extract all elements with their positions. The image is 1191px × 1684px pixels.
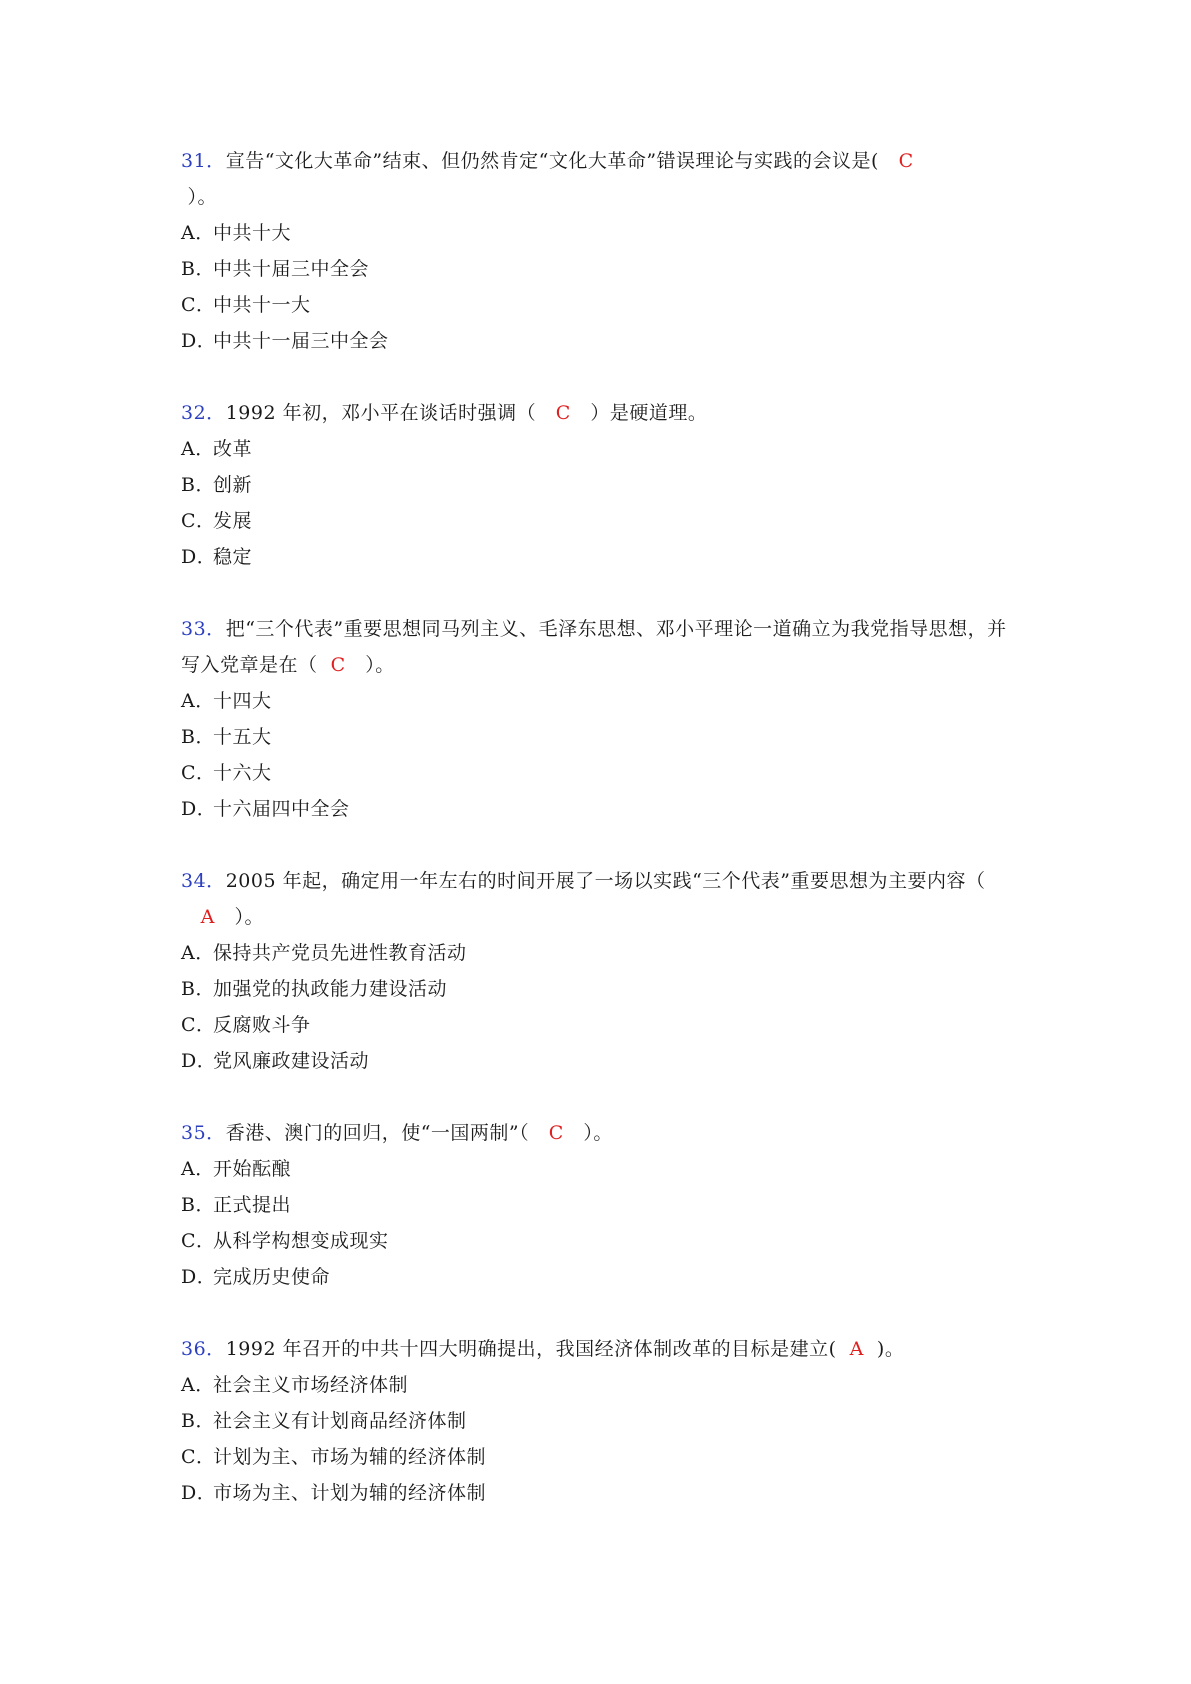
option-a — [181, 1367, 1011, 1403]
option-d — [181, 323, 1011, 359]
answer-pad — [318, 654, 331, 676]
option-letter: A． — [181, 1374, 215, 1396]
question-number: 34． — [181, 870, 226, 892]
option-text: 保持共产党员先进性教育活动 — [213, 942, 467, 964]
option-c — [181, 503, 1011, 539]
option-a — [181, 215, 1011, 251]
answer-letter: C — [548, 1122, 564, 1144]
option-text: 十五大 — [213, 726, 272, 748]
question-text-before: 1992 年初，邓小平在谈话时强调（ — [225, 402, 537, 424]
option-letter: C． — [181, 1014, 216, 1036]
option-text: 从科学构想变成现实 — [213, 1230, 389, 1252]
option-text: 加强党的执政能力建设活动 — [213, 978, 448, 1000]
option-a — [181, 935, 1011, 971]
option-letter: A． — [181, 438, 215, 460]
answer-pad — [571, 402, 591, 424]
option-text: 十六届四中全会 — [213, 798, 350, 820]
option-letter: A． — [181, 690, 215, 712]
answer-letter: C — [555, 402, 571, 424]
answer-pad — [529, 1122, 549, 1144]
option-letter: B． — [181, 1410, 215, 1432]
option-letter: C． — [181, 510, 216, 532]
answer-pad — [864, 1338, 877, 1360]
option-text: 稳定 — [213, 546, 253, 568]
option-text: 社会主义市场经济体制 — [213, 1374, 409, 1396]
answer-pad — [536, 402, 556, 424]
option-letter: D． — [181, 1482, 217, 1504]
option-text: 反腐败斗争 — [213, 1014, 311, 1036]
option-d — [181, 791, 1011, 827]
option-text: 市场为主、计划为辅的经济体制 — [213, 1482, 487, 1504]
option-text: 社会主义有计划商品经济体制 — [213, 1410, 467, 1432]
option-letter: C． — [181, 1446, 216, 1468]
option-c — [181, 1007, 1011, 1043]
option-letter: C． — [181, 294, 216, 316]
answer-pad — [837, 1338, 850, 1360]
question-text-before: 香港、澳门的回归，使“一国两制”（ — [225, 1122, 530, 1144]
question-34 — [181, 863, 1011, 1079]
option-text: 计划为主、市场为辅的经济体制 — [213, 1446, 487, 1468]
question-stem — [181, 143, 1011, 215]
option-d — [181, 539, 1011, 575]
option-b — [181, 719, 1011, 755]
option-text: 中共十一大 — [213, 294, 311, 316]
option-letter: B． — [181, 726, 215, 748]
question-stem — [181, 1331, 1011, 1367]
option-text: 十六大 — [213, 762, 272, 784]
option-c — [181, 755, 1011, 791]
question-stem — [181, 863, 1011, 935]
answer-letter: A — [849, 1338, 864, 1360]
option-letter: D． — [181, 1050, 217, 1072]
question-text-after: )。 — [876, 1338, 905, 1360]
option-letter: A． — [181, 942, 215, 964]
option-text: 完成历史使命 — [213, 1266, 331, 1288]
option-letter: D． — [181, 798, 217, 820]
option-letter: D． — [181, 1266, 217, 1288]
question-text-after: ）。 — [583, 1122, 613, 1144]
question-32 — [181, 395, 1011, 575]
question-stem — [181, 395, 1011, 431]
answer-pad — [564, 1122, 584, 1144]
question-number: 35． — [181, 1122, 226, 1144]
option-b — [181, 1403, 1011, 1439]
option-text: 发展 — [213, 510, 253, 532]
option-c — [181, 1223, 1011, 1259]
question-stem — [181, 1115, 1011, 1151]
answer-letter: C — [898, 150, 914, 172]
option-letter: D． — [181, 330, 217, 352]
question-31 — [181, 143, 1011, 359]
answer-pad — [346, 654, 366, 676]
question-36 — [181, 1331, 1011, 1511]
answer-letter: A — [200, 906, 215, 928]
option-b — [181, 467, 1011, 503]
question-text-before: 2005 年起，确定用一年左右的时间开展了一场以实践“三个代表”重要思想为主要内容（ — [225, 870, 986, 892]
option-letter: C． — [181, 1230, 216, 1252]
option-c — [181, 1439, 1011, 1475]
option-text: 中共十大 — [213, 222, 292, 244]
option-letter: B． — [181, 1194, 215, 1216]
question-text-after: ）。 — [234, 906, 264, 928]
option-letter: B． — [181, 978, 215, 1000]
option-d — [181, 1259, 1011, 1295]
option-text: 十四大 — [213, 690, 272, 712]
option-a — [181, 431, 1011, 467]
option-letter: C． — [181, 762, 216, 784]
question-text-after: ）是硬道理。 — [590, 402, 708, 424]
question-text-after: ）。 — [365, 654, 395, 676]
option-letter: B． — [181, 474, 215, 496]
question-number: 33． — [181, 618, 226, 640]
question-text-before: 把“三个代表”重要思想同马列主义、毛泽东思想、邓小平理论一道确立为我党指导思想，并写入党章是在（ — [181, 618, 1007, 676]
option-text: 改革 — [213, 438, 253, 460]
option-text: 中共十届三中全会 — [213, 258, 370, 280]
option-c — [181, 287, 1011, 323]
option-letter: A． — [181, 1158, 215, 1180]
option-b — [181, 1187, 1011, 1223]
option-letter: B． — [181, 258, 215, 280]
answer-pad — [879, 150, 899, 172]
question-number: 36． — [181, 1338, 226, 1360]
question-number: 31． — [181, 150, 226, 172]
question-35 — [181, 1115, 1011, 1295]
option-text: 党风廉政建设活动 — [213, 1050, 370, 1072]
option-letter: D． — [181, 546, 217, 568]
option-text: 创新 — [213, 474, 253, 496]
question-stem — [181, 611, 1011, 683]
option-d — [181, 1475, 1011, 1511]
option-text: 正式提出 — [213, 1194, 292, 1216]
option-d — [181, 1043, 1011, 1079]
option-b — [181, 251, 1011, 287]
question-number: 32． — [181, 402, 226, 424]
option-a — [181, 683, 1011, 719]
question-list — [181, 143, 1011, 1511]
answer-pad — [215, 906, 235, 928]
question-text-before: 1992 年召开的中共十四大明确提出，我国经济体制改革的目标是建立( — [225, 1338, 837, 1360]
question-text-before: 宣告“文化大革命”结束、但仍然肯定“文化大革命”错误理论与实践的会议是( — [225, 150, 879, 172]
option-letter: A． — [181, 222, 215, 244]
question-33 — [181, 611, 1011, 827]
option-a — [181, 1151, 1011, 1187]
question-text-after: ）。 — [187, 186, 218, 208]
option-text: 开始酝酿 — [213, 1158, 292, 1180]
answer-pad — [181, 906, 201, 928]
option-text: 中共十一届三中全会 — [213, 330, 389, 352]
option-b — [181, 971, 1011, 1007]
answer-letter: C — [330, 654, 346, 676]
